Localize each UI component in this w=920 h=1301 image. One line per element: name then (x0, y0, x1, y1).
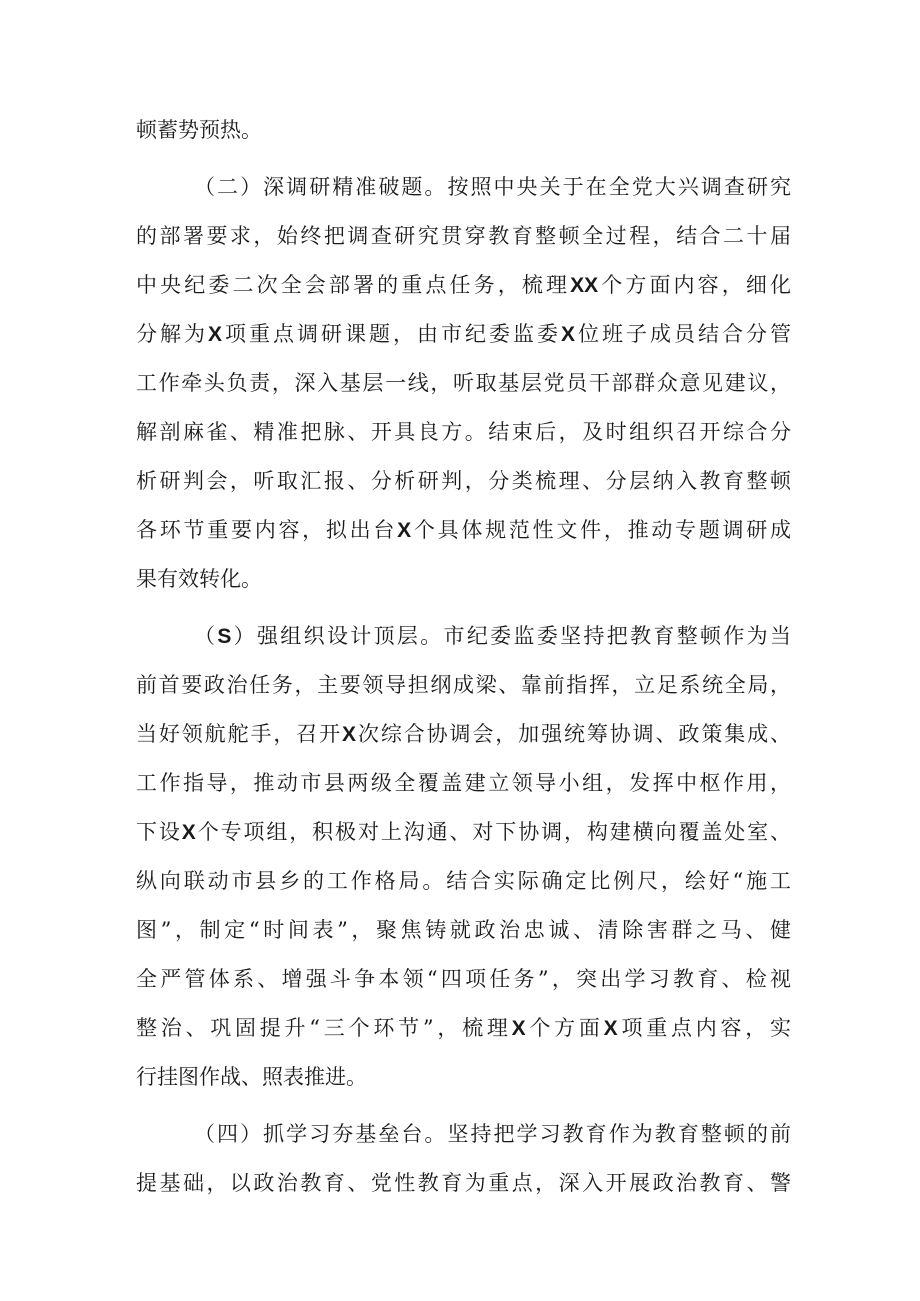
paragraph-gap (136, 155, 791, 163)
text-line: 整治、巩固提升“三个环节”，梳理X个方面X项重点内容，实 (136, 1016, 791, 1040)
text-line: （四）抓学习夯基垒台。坚持把学习教育作为教育整顿的前 (194, 1122, 791, 1146)
text-line: 各环节重要内容，拟出台X个具体规范性文件，推动专题调研成 (136, 518, 791, 542)
text-line: 前首要政治任务，主要领导担纲成梁、靠前指挥，立足系统全局， (136, 673, 791, 697)
text-line: 纵向联动市县乡的工作格局。结合实际确定比例尺，绘好“施工 (136, 869, 791, 893)
paragraph-p2 (136, 612, 791, 1102)
text-line: （二）深调研精准破题。按照中央关于在全党大兴调查研究 (194, 175, 791, 199)
text-line: 提基础，以政治教育、党性教育为重点，深入开展政治教育、警 (136, 1171, 791, 1195)
text-line: 中央纪委二次全会部署的重点任务，梳理XX个方面内容，细化 (136, 273, 791, 297)
text-line: 顿蓄势预热。 (136, 118, 262, 142)
text-line: 析研判会，听取汇报、分析研判，分类梳理、分层纳入教育整顿 (136, 469, 791, 493)
text-line: 分解为X项重点调研课题，由市纪委监委X位班子成员结合分管 (136, 322, 791, 346)
text-line: 的部署要求，始终把调查研究贯穿教育整顿全过程，结合二十届 (136, 224, 791, 248)
text-line: 行挂图作战、照表推进。 (136, 1065, 367, 1089)
paragraph-p0 (136, 106, 791, 155)
paragraph-gap (136, 604, 791, 612)
text-line: 当好领航舵手，召开X次综合协调会，加强统筹协调、政策集成、 (136, 722, 791, 746)
paragraph-p3 (136, 1110, 791, 1208)
text-line: 下设X个专项组，积极对上沟通、对下协调，构建横向覆盖处室、 (136, 820, 791, 844)
text-line: 解剖麻雀、精准把脉、开具良方。结束后，及时组织召开综合分 (136, 420, 791, 444)
paragraph-p1 (136, 163, 791, 604)
document-body (136, 106, 791, 1208)
text-line: （S）强组织设计顶层。市纪委监委坚持把教育整顿作为当 (194, 624, 791, 648)
text-line: 工作指导，推动市县两级全覆盖建立领导小组，发挥中枢作用， (136, 771, 791, 795)
text-line: 工作牵头负责，深入基层一线，听取基层党员干部群众意见建议， (136, 371, 791, 395)
text-line: 果有效转化。 (136, 567, 262, 591)
text-line: 图”，制定“时间表”，聚焦铸就政治忠诚、清除害群之马、健 (136, 918, 791, 942)
paragraph-gap (136, 1102, 791, 1110)
text-line: 全严管体系、增强斗争本领“四项任务”，突出学习教育、检视 (136, 967, 791, 991)
